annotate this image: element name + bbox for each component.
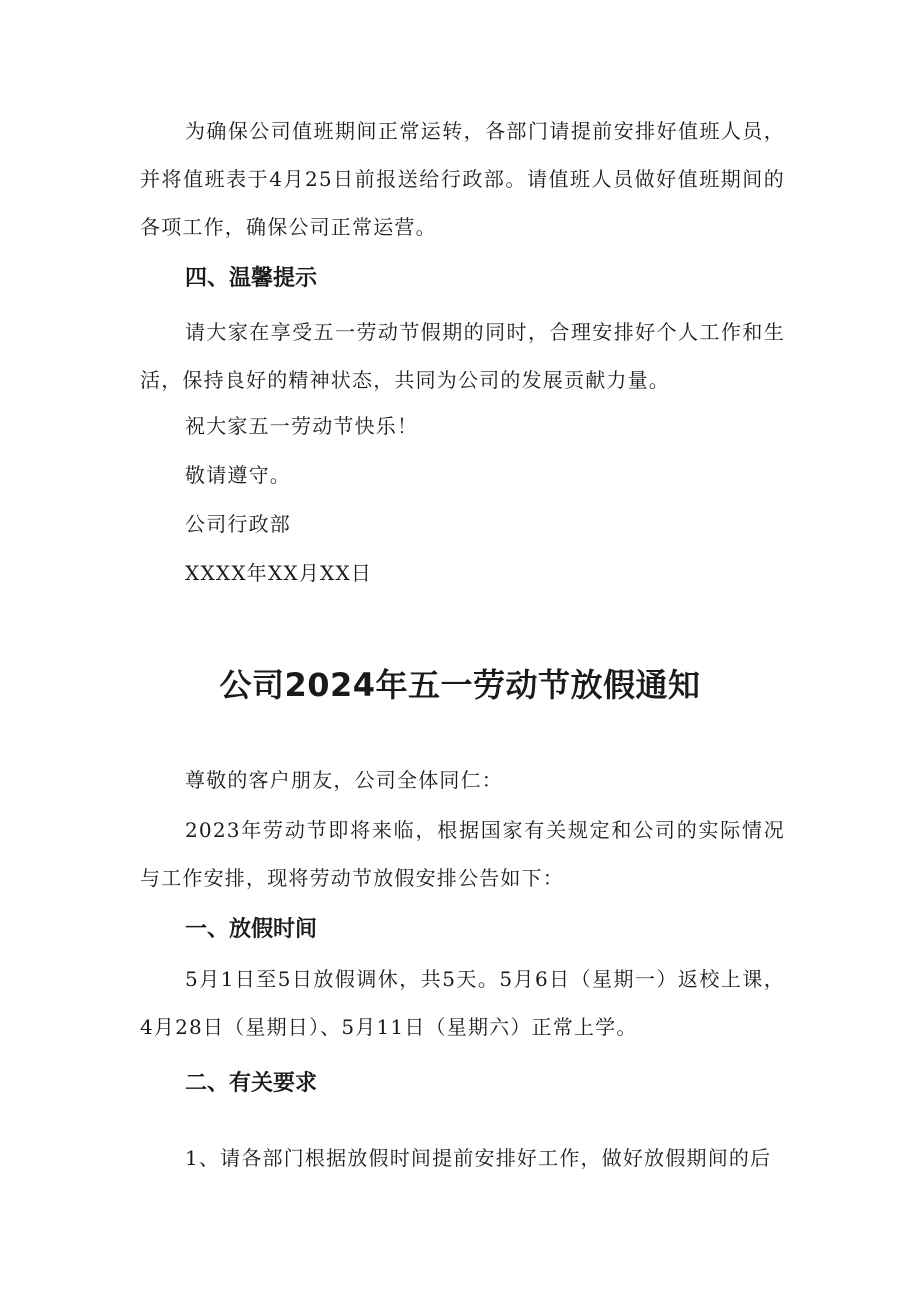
intro-paragraph: 2023年劳动节即将来临，根据国家有关规定和公司的实际情况与工作安排，现将劳动节放假安排公告如下：: [140, 818, 785, 890]
date-line: XXXX年XX月XX日: [185, 561, 373, 585]
heading-holiday-time: 一、放假时间: [185, 917, 318, 942]
heading-requirements: 二、有关要求: [185, 1071, 318, 1096]
heading-warm-tips: 四、温馨提示: [185, 266, 318, 291]
requirement-item-1: 1、请各部门根据放假时间提前安排好工作，做好放假期间的后: [185, 1146, 772, 1170]
salutation-line: 尊敬的客户朋友，公司全体同仁：: [185, 768, 503, 792]
notice-title: 公司2024年五一劳动节放假通知: [219, 666, 701, 704]
holiday-time-paragraph: 5月1日至5日放假调休，共5天。5月6日（星期一）返校上课，4月28日（星期日）、5月11日（星期六）正常上学。: [140, 967, 785, 1039]
tips-paragraph: 请大家在享受五一劳动节假期的同时，合理安排好个人工作和生活，保持良好的精神状态，共同为公司的发展贡献力量。: [140, 320, 785, 392]
closing-line: 敬请遵守。: [185, 463, 291, 487]
signature-line: 公司行政部: [185, 512, 291, 536]
greeting-line: 祝大家五一劳动节快乐！: [185, 414, 419, 438]
duty-paragraph: 为确保公司值班期间正常运转，各部门请提前安排好值班人员，并将值班表于4月25日前报送给行政部。请值班人员做好值班期间的各项工作，确保公司正常运营。: [140, 119, 785, 239]
